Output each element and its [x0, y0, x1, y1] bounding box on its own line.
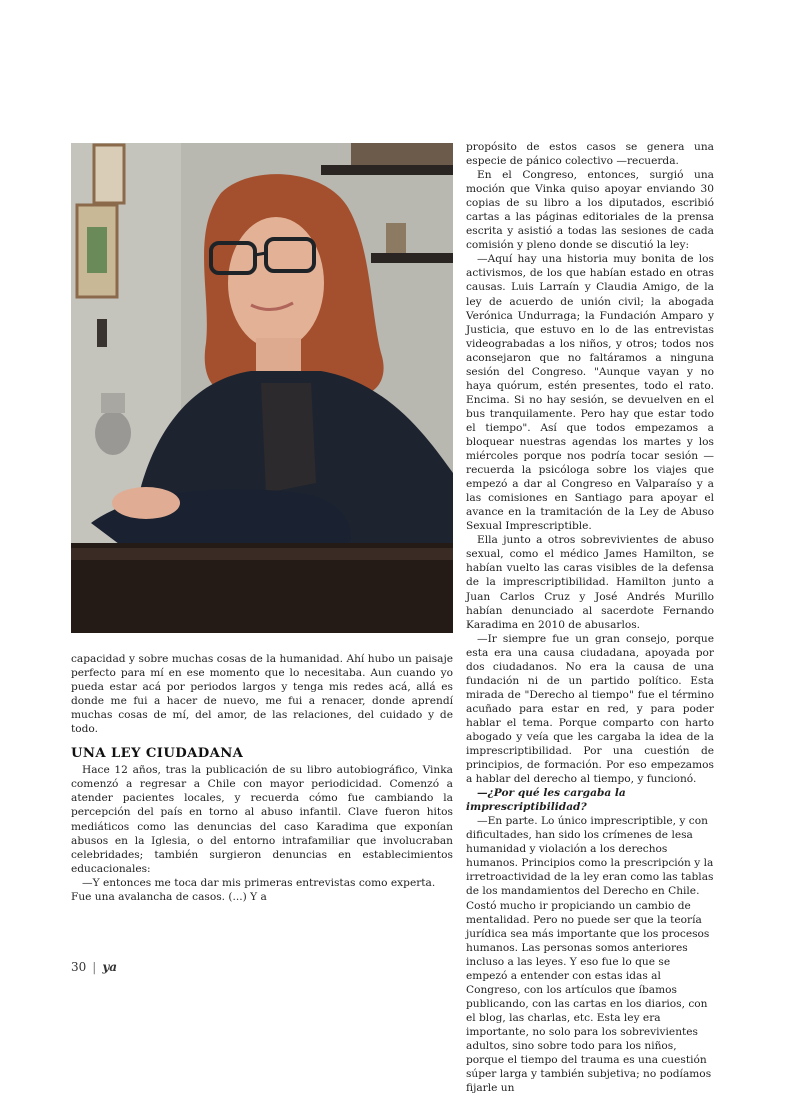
paragraph: —En parte. Lo único imprescriptible, y con dificultades, han sido los crímenes de lesa humanidad y violación a los derechos humanos. Principios como la prescripción y la irretroactividad de la ley eran como las tablas de los mandamientos del Derecho en Chile. Costó mucho ir propiciando un cambio de mentalidad. Pero no puede ser que la teoría jurídica sea más importante que los procesos humanos. Las personas somos anteriores incluso a las leyes. Y eso fue lo que se empezó a entender con estas idas al Congreso, con los artículos que íbamos publicando, con las cartas en los diarios, con el blog, las charlas, etc. Esta ley era importante, no solo para los sobrevivientes adultos, sino sobre todo para los niños, porque el tiempo del trauma es una cuestión súper larga y también subjetiva; no podíamos fijarle un: [466, 815, 714, 1095]
paragraph: Ella junto a otros sobrevivientes de abuso sexual, como el médico James Hamilton, se habían vuelto las caras visibles de la defensa de la imprescriptibilidad. Hamilton junto a Juan Carlos Cruz y José Andrés Murillo habían denunciado al sacerdote Fernando Karadima en 2010 de abusarlos.: [466, 534, 714, 631]
magazine-logo: ya: [102, 960, 118, 974]
paragraph: —Aquí hay una historia muy bonita de los activismos, de los que habían estado en otras causas. Luis Larraín y Claudia Amigo, de la ley de acuerdo de unión civil; la abogada Verónica Undurraga; la Fundación Amparo y Justicia, que estuvo en lo de las entrevistas videograbadas a los niños, y otros; todos nos aconsejaron que no faltáramos a ninguna sesión del Congreso. "Aunque vayan y no haya quórum, estén presentes, todo el rato. Encima. Si no hay sesión, se devuelven en el bus tranquilamente. Pero hay que estar todo el tiempo". Así que todos empezamos a bloquear nuestras agendas los martes y los miércoles porque nos podría tocar sesión —recuerda la psicóloga sobre los viajes que empezó a dar al Congreso en Valparaíso y a las comisiones en Santiago para apoyar el avance en la tramitación de la Ley de Abuso Sexual Imprescriptible.: [466, 253, 714, 533]
paragraph: capacidad y sobre muchas cosas de la humanidad. Ahí hubo un paisaje perfecto para mí en ese momento que lo necesitaba. Aun cuando yo pueda estar acá por periodos largos y tenga mis redes acá, allá es donde me fui a hacer de nuevo, me fui a renacer, donde aprendí muchas cosas de mí, del amor, de las relaciones, del cuidado y de todo.: [71, 653, 453, 736]
portrait-photo: [71, 143, 453, 633]
footer-separator: |: [92, 960, 97, 974]
paragraph: —Y entonces me toca dar mis primeras entrevistas como experta. Fue una avalancha de casos. (...) Y a: [71, 876, 436, 903]
page-number: 30: [71, 960, 87, 974]
paragraph: En el Congreso, entonces, surgió una moción que Vinka quiso apoyar enviando 30 copias de su libro a los diputados, escribió cartas a las páginas editoriales de la prensa escrita y asistió a todas las sesiones de cada comisión y pleno donde se discutió la ley:: [466, 169, 714, 252]
paragraph: —Ir siempre fue un gran consejo, porque esta era una causa ciudadana, apoyada por dos ciudadanos. No era la causa de una fundación ni de un partido político. Esta mirada de "Derecho al tiempo" fue el término acuñado para estar en red, y para poder hablar el tema. Porque comparto con harto abogado y veía que les cargaba la idea de la imprescriptibilidad. Por una cuestión de principios, de formación. Por eso empezamos a hablar del derecho al tiempo, y funcionó.: [466, 632, 714, 786]
interview-question: —¿Por qué les cargaba la imprescriptibilidad?: [466, 787, 626, 814]
section-heading: UNA LEY CIUDADANA: [71, 746, 244, 762]
paragraph: Hace 12 años, tras la publicación de su libro autobiográfico, Vinka comenzó a regresar a Chile con mayor periodicidad. Comenzó a atender pacientes locales, y recuerda cómo fue cambiando la percepción del país en torno al abuso infantil. Clave fueron hitos mediáticos como las denuncias del caso Karadima que exponían abusos en la Iglesia, o del entorno intrafamiliar que involucraban celebridades; también surgieron denuncias en establecimientos educacionales:: [71, 764, 453, 875]
page-footer: [71, 960, 117, 974]
left-column: [71, 652, 453, 904]
paragraph: propósito de estos casos se genera una especie de pánico colectivo —recuerda.: [466, 141, 714, 168]
portrait-illustration: [71, 143, 453, 633]
right-column: [466, 140, 714, 1095]
